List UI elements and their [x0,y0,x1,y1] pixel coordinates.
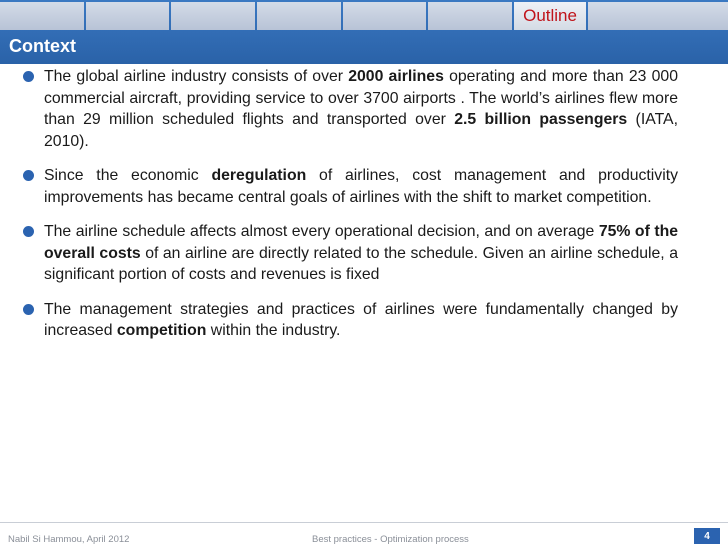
bullet-list [22,66,678,355]
bullet-text: operating and more than 23 000 commercial aircraft, providing service to over 3700 airports . The world’s airlines flew more than 29 million scheduled flights and transported over [44,68,678,128]
bullet-text: The global airline industry consists of over [44,68,349,85]
bullet-text: (IATA, 2010). [44,111,678,150]
bullet-text: of an airline are directly related to the schedule. Given an airline schedule, a significant portion of costs and revenues is fixed [44,244,678,283]
nav-section-end[interactable] [588,2,728,30]
bullet-text: within the industry. [206,322,341,339]
bullet-emphasis: 2.5 billion passengers [454,111,628,128]
bullet-text: Since the economic [44,167,212,184]
bullet-dot-icon [23,226,34,237]
bullet-emphasis: competition [116,322,207,339]
bullet-dot-icon [23,170,34,181]
slide-title: Context [9,36,76,56]
bullet-item [22,66,678,152]
bullet-item [22,221,678,286]
nav-section-2[interactable] [86,2,170,30]
bullet-item [22,299,678,342]
footer-author: Nabil Si Hammou, April 2012 [8,534,130,545]
footer-title: Best practices - Optimization process [312,534,469,545]
bullet-dot-icon [23,71,34,82]
page-number: 4 [694,528,720,544]
bullet-emphasis: 75% of the overall costs [44,223,679,262]
bullet-text: The management strategies and practices of airlines were fundamentally changed by increased [44,300,678,339]
nav-section-4[interactable] [257,2,341,30]
nav-section-1[interactable] [0,2,84,30]
bullet-text: of airlines, cost management and productivity improvements has became central goals of airlines with the shift to market competition. [44,167,679,206]
bullet-dot-icon [23,304,34,315]
nav-section-3[interactable] [171,2,255,30]
nav-section-6[interactable] [428,2,512,30]
bullet-emphasis: 2000 airlines [348,68,444,85]
bullet-item [22,165,678,208]
footer-divider [0,522,728,523]
section-nav [0,2,728,30]
bullet-emphasis: deregulation [211,167,307,184]
nav-section-5[interactable] [343,2,427,30]
bullet-text: The airline schedule affects almost every operational decision, and on average [44,223,599,240]
nav-outline-tab[interactable]: Outline [514,2,586,30]
header-bar [0,0,728,64]
